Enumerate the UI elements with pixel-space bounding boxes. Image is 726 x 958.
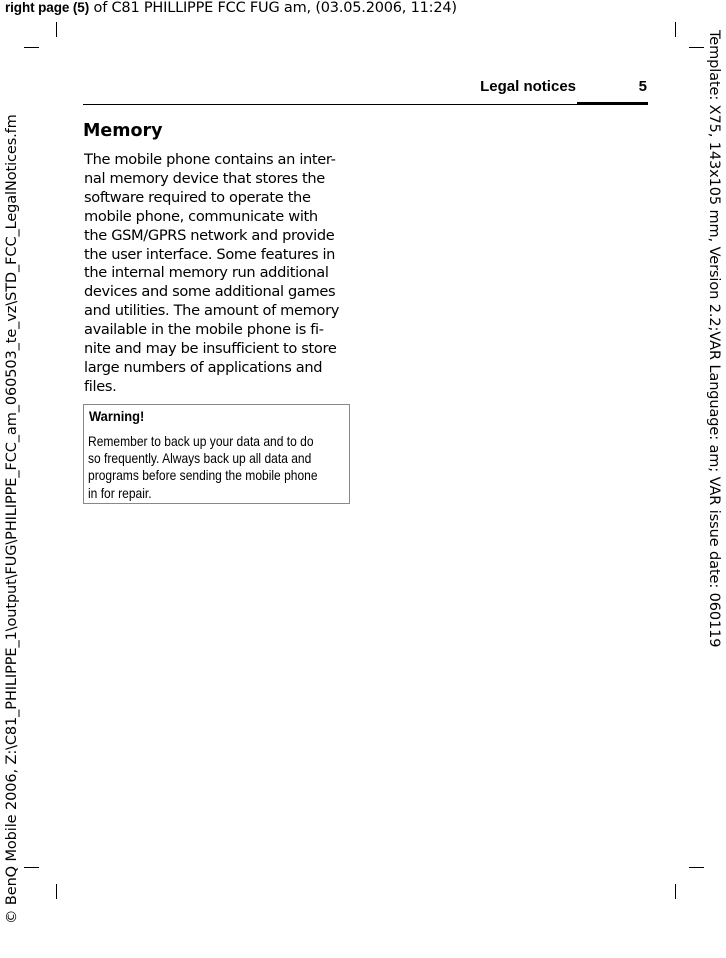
warning-line: Remember to back up your data and to do (88, 433, 314, 449)
paragraph-line: software required to operate the (84, 188, 311, 206)
paragraph-line: and utilities. The amount of memory (84, 302, 340, 320)
warning-text (88, 433, 346, 502)
crop-mark-top-left-v (56, 22, 57, 37)
header-rule (83, 104, 577, 105)
paragraph-line: The mobile phone contains an inter- (84, 151, 336, 168)
warning-line: so frequently. Always back up all data and (88, 450, 312, 467)
crop-mark-top-right-v (675, 22, 676, 37)
side-template-info: Template: X75, 143x105 mm, Version 2.2;VAR Language: am; VAR issue date: 060119 (706, 30, 722, 648)
page-number: 5 (638, 78, 647, 95)
header-rule-accent (577, 102, 648, 105)
paragraph-line: large numbers of applications and (84, 358, 323, 376)
crop-mark-bottom-right-h (689, 867, 704, 868)
crop-mark-bottom-right-v (675, 884, 676, 899)
crop-mark-top-left-h (24, 47, 39, 48)
running-header-title: Legal notices (480, 78, 576, 95)
body-paragraph (84, 151, 354, 397)
paragraph-line: the internal memory run additional (84, 264, 329, 282)
side-copyright-path: © BenQ Mobile 2006, Z:\C81_PHILIPPE_1\output\FUG\PHILIPPE_FCC_am_060503_te_vz\STD_FCC_LegalNotices.fm (4, 114, 20, 924)
warning-box (83, 404, 350, 504)
paragraph-line: available in the mobile phone is fi- (84, 321, 324, 339)
paragraph-line: the GSM/GPRS network and provide (84, 226, 335, 244)
warning-line: in for repair. (88, 484, 152, 501)
paragraph-line: mobile phone, communicate with (84, 207, 318, 225)
section-heading: Memory (83, 121, 163, 141)
crop-mark-bottom-left-v (56, 884, 57, 899)
paragraph-line: nite and may be insufficient to store (84, 340, 337, 358)
warning-line: programs before sending the mobile phone (88, 467, 318, 484)
print-info-label: right page (5) (5, 0, 90, 15)
crop-mark-top-right-h (689, 47, 704, 48)
paragraph-line: files. (84, 377, 117, 395)
paragraph-line: nal memory device that stores the (84, 169, 325, 187)
paragraph-line: devices and some additional games (84, 283, 336, 301)
warning-title: Warning! (89, 408, 145, 424)
print-info-rest: of C81 PHILLIPPE FCC FUG am, (03.05.2006, 11:24) (89, 0, 457, 16)
crop-mark-bottom-left-h (24, 867, 39, 868)
paragraph-line: the user interface. Some features in (84, 245, 336, 263)
print-info (5, 0, 457, 16)
